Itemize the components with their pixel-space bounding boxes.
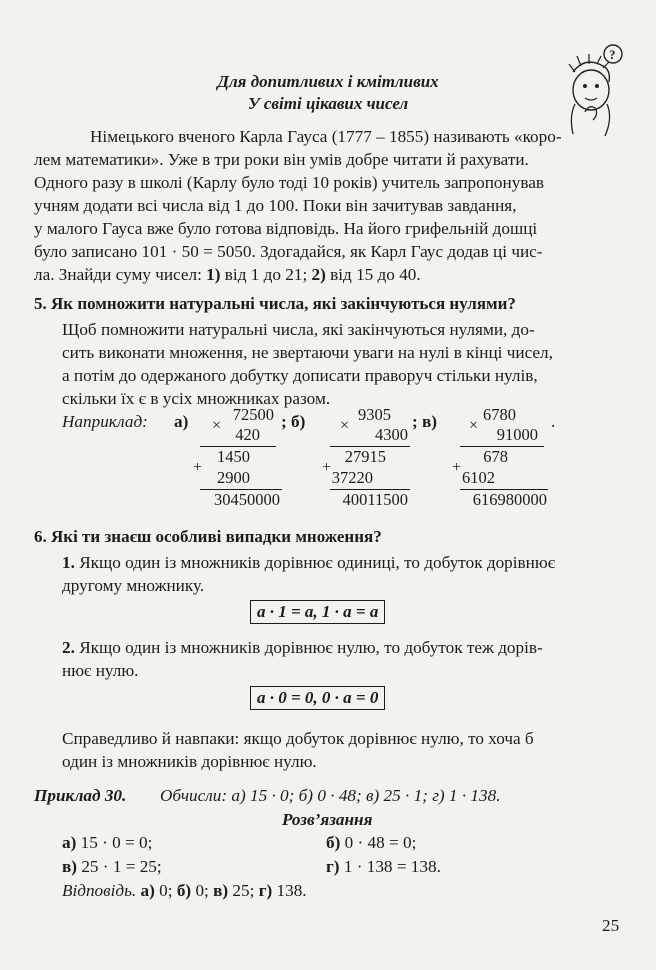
header-subtitle: У світі цікавих чисел <box>247 94 409 113</box>
gauss-line-2: лем математики». Уже в три роки він умів добре читати й рахувати. <box>34 150 529 169</box>
thinking-boy-illustration <box>555 42 637 142</box>
gauss-item-2-label: 2) <box>311 265 326 284</box>
solution-b-text: 0 · 48 = 0; <box>340 833 417 852</box>
calc-end-mark: . <box>551 412 556 431</box>
calc-b-multiplier: 4300 <box>375 425 408 444</box>
calc-c-partial-1: 678 <box>483 447 508 466</box>
case-1-line-1 <box>62 551 555 574</box>
gauss-item-1-text: від 1 до 21; <box>220 265 312 284</box>
section-5-line-1: Щоб помножити натуральні числа, які закінчуються нулями, до- <box>62 320 535 339</box>
section-5-line-3: а потім до одержаного добутку дописати праворуч стільки нулів, <box>62 366 538 385</box>
case-1-text: Якщо один із множників дорівнює одиниці, то добуток дорівнює <box>74 553 556 572</box>
solution-c <box>62 855 162 878</box>
gauss-line-7 <box>34 263 421 286</box>
calc-b-plus-sign: + <box>322 459 332 476</box>
answer-line <box>62 879 307 902</box>
calc-a-partial-1: 1450 <box>217 447 250 466</box>
answer-b: 0; <box>191 881 214 900</box>
gauss-line-4: учням додати всі числа від 1 до 100. Поки він зачитував завдання, <box>34 196 517 215</box>
calc-c-partial-2: 6102 <box>462 468 495 487</box>
calc-c-times-sign: × <box>469 417 479 434</box>
page-number: 25 <box>602 916 620 935</box>
calc-a-multiplier: 420 <box>235 425 260 444</box>
calc-c-plus-sign: + <box>452 459 462 476</box>
gauss-line-3: Одного разу в школі (Карлу було тоді 10 років) учитель запропонував <box>34 173 544 192</box>
answer-b-label: б) <box>176 881 192 900</box>
gauss-item-1-label: 1) <box>206 265 221 284</box>
solution-b <box>326 831 416 854</box>
calc-a-plus-sign: + <box>193 459 203 476</box>
section-5-line-4: скільки їх є в усіх множниках разом. <box>62 389 331 408</box>
svg-text:?: ? <box>609 47 616 62</box>
header-title: Для допитливих і кмітливих <box>217 72 439 91</box>
section-6-title: 6. Які ти знаєш особливі випадки множення? <box>34 527 382 546</box>
answer-c: 25; <box>228 881 259 900</box>
case-1-number: 1. <box>62 553 75 572</box>
example-30-label: Приклад 30. <box>34 786 127 805</box>
gauss-line-5: у малого Гауса вже було готова відповідь. На його грифельній дошці <box>34 219 538 238</box>
solution-title: Розв’язання <box>282 810 373 829</box>
solution-d <box>326 855 441 878</box>
calc-a-multiplicand: 72500 <box>232 405 274 424</box>
solution-d-label: г) <box>326 857 340 876</box>
case-1-line-2: другому множнику. <box>62 576 205 595</box>
calc-a-result: 30450000 <box>214 490 280 509</box>
calc-c-label: ; в) <box>412 412 438 431</box>
solution-a-text: 15 · 0 = 0; <box>76 833 153 852</box>
calc-b-multiplicand: 9305 <box>358 405 391 424</box>
example-label: Наприклад: <box>62 412 148 431</box>
answer-c-label: в) <box>213 881 229 900</box>
calc-a-partial-2: 2900 <box>217 468 250 487</box>
calc-c-result: 616980000 <box>472 490 547 509</box>
section-5-line-2: сить виконати множення, не звертаючи уваги на нулі в кінці чисел, <box>62 343 553 362</box>
gauss-line-7-text: ла. Знайди суму чисел: <box>34 265 207 284</box>
converse-note-line-2: один із множників дорівнює нулю. <box>62 752 317 771</box>
calc-b-times-sign: × <box>340 417 350 434</box>
calc-c-multiplicand: 6780 <box>483 405 516 424</box>
solution-a <box>62 831 152 854</box>
formula-multiply-by-zero: a · 0 = 0, 0 · a = 0 <box>250 686 385 710</box>
solution-c-label: в) <box>62 857 78 876</box>
case-2-number: 2. <box>62 638 75 657</box>
answer-d-label: г) <box>258 881 273 900</box>
formula-multiply-by-one: a · 1 = a, 1 · a = a <box>250 600 385 624</box>
converse-note-line-1: Справедливо й навпаки: якщо добуток дорівнює нулю, то хоча б <box>62 729 534 748</box>
solution-b-label: б) <box>326 833 341 852</box>
example-30-task: Обчисли: а) 15 · 0; б) 0 · 48; в) 25 · 1; г) 1 · 138. <box>160 786 501 805</box>
case-2-text: Якщо один із множників дорівнює нулю, то добуток теж дорів- <box>74 638 543 657</box>
calc-b-result: 40011500 <box>342 490 408 509</box>
gauss-line-1: Німецького вченого Карла Гауса (1777 – 1855) називають «коро- <box>90 127 562 146</box>
solution-d-text: 1 · 138 = 138. <box>339 857 441 876</box>
calc-a-label: а) <box>174 412 189 431</box>
answer-a-label: а) <box>140 881 155 900</box>
answer-label: Відповідь. <box>62 881 137 900</box>
answer-d: 138. <box>272 881 307 900</box>
case-2-line-1 <box>62 636 543 659</box>
solution-a-label: а) <box>62 833 77 852</box>
answer-a: 0; <box>154 881 177 900</box>
calc-b-partial-1: 27915 <box>344 447 386 466</box>
calc-b-label: ; б) <box>281 412 306 431</box>
gauss-line-6: було записано 101 · 50 = 5050. Здогадайся, як Карл Гаус додав ці чис- <box>34 242 543 261</box>
calc-a-times-sign: × <box>212 417 222 434</box>
gauss-item-2-text: від 15 до 40. <box>325 265 421 284</box>
section-5-title: 5. Як помножити натуральні числа, які закінчуються нулями? <box>34 294 516 313</box>
calc-b-partial-2: 37220 <box>331 468 373 487</box>
solution-c-text: 25 · 1 = 25; <box>77 857 162 876</box>
calc-c-multiplier: 91000 <box>496 425 538 444</box>
case-2-line-2: нює нулю. <box>62 661 139 680</box>
